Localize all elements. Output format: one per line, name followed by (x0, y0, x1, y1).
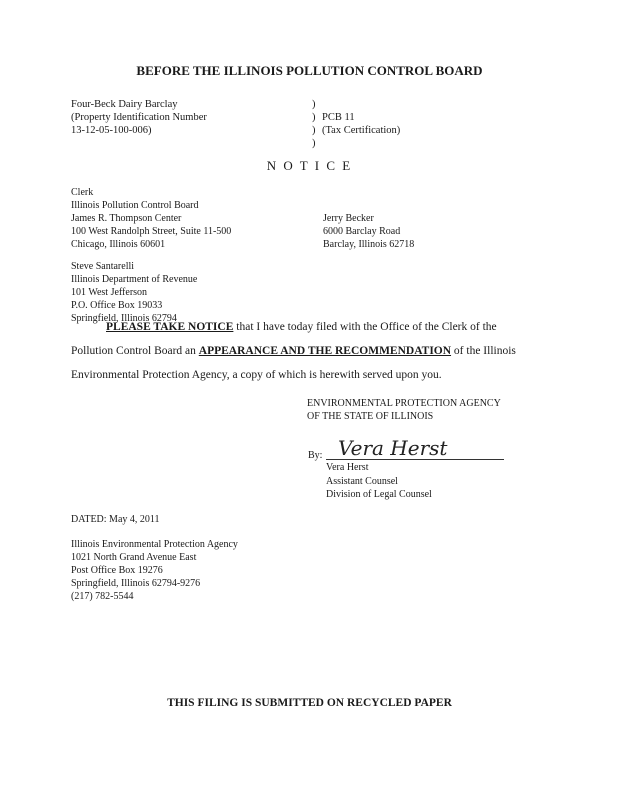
address-line: Illinois Department of Revenue (71, 274, 198, 285)
notice-body-line-2 (71, 345, 516, 358)
address-line: Barclay, Illinois 62718 (323, 239, 415, 250)
caption-line: (Property Identification Number (71, 112, 207, 123)
address-line: Jerry Becker (323, 213, 374, 224)
address-line: Springfield, Illinois 62794 (71, 313, 177, 324)
notice-body-line-3 (71, 369, 442, 382)
address-line: Springfield, Illinois 62794-9276 (71, 578, 201, 589)
case-number: PCB 11 (322, 112, 355, 123)
signer-division: Division of Legal Counsel (326, 489, 432, 500)
board-title: BEFORE THE ILLINOIS POLLUTION CONTROL BOARD (136, 63, 483, 78)
address-line: Steve Santarelli (71, 261, 135, 272)
signer-title: Assistant Counsel (326, 475, 398, 487)
jerry-address (323, 212, 414, 251)
by-label: By: (308, 450, 323, 461)
body-text: Environmental Protection Agency, a copy of which is herewith served upon you. (71, 369, 442, 381)
body-text: that I have today filed with the Office of the Clerk of the (233, 321, 497, 333)
signature-line (326, 459, 504, 460)
revenue-address (71, 260, 197, 325)
address-line: 100 West Randolph Street, Suite 11-500 (71, 226, 232, 237)
address-line: Chicago, Illinois 60601 (71, 239, 166, 250)
recycled-paper-footer: THIS FILING IS SUBMITTED ON RECYCLED PAPER (167, 697, 452, 709)
address-line: James R. Thompson Center (71, 213, 182, 224)
signer-block (326, 461, 432, 502)
filing-title: APPEARANCE AND THE RECOMMENDATION (198, 345, 452, 357)
notice-title: N O T I C E (266, 158, 353, 173)
caption-right (322, 111, 400, 137)
signer-name: Vera Herst (326, 462, 369, 473)
address-line: 6000 Barclay Road (323, 226, 401, 237)
address-line: Illinois Pollution Control Board (71, 200, 199, 211)
caption-line: Four-Beck Dairy Barclay (71, 99, 178, 110)
body-text: of the Illinois (451, 345, 516, 357)
agency-block (307, 397, 501, 423)
handwritten-signature: Vera Herst (338, 436, 448, 460)
address-line: Illinois Environmental Protection Agency (71, 539, 238, 550)
dated-line: DATED: May 4, 2011 (71, 514, 160, 525)
body-text: Pollution Control Board an (71, 345, 199, 357)
sender-address (71, 538, 238, 603)
notice-body-line-1 (106, 321, 497, 334)
address-line: P.O. Office Box 19033 (71, 300, 163, 311)
caption-line: 13-12-05-100-006) (71, 125, 152, 136)
case-type: (Tax Certification) (322, 125, 401, 136)
caption-left (71, 98, 207, 137)
clerk-address (71, 186, 231, 251)
agency-line: ENVIRONMENTAL PROTECTION AGENCY (307, 398, 501, 409)
caption-parens: ) ) ) ) (312, 99, 316, 149)
address-line: Post Office Box 19276 (71, 565, 163, 576)
agency-line: OF THE STATE OF ILLINOIS (307, 411, 434, 422)
please-take-notice: PLEASE TAKE NOTICE (106, 321, 234, 333)
address-line: 101 West Jefferson (71, 287, 148, 298)
address-line: (217) 782-5544 (71, 591, 134, 602)
address-line: 1021 North Grand Avenue East (71, 552, 197, 563)
address-line: Clerk (71, 187, 94, 198)
